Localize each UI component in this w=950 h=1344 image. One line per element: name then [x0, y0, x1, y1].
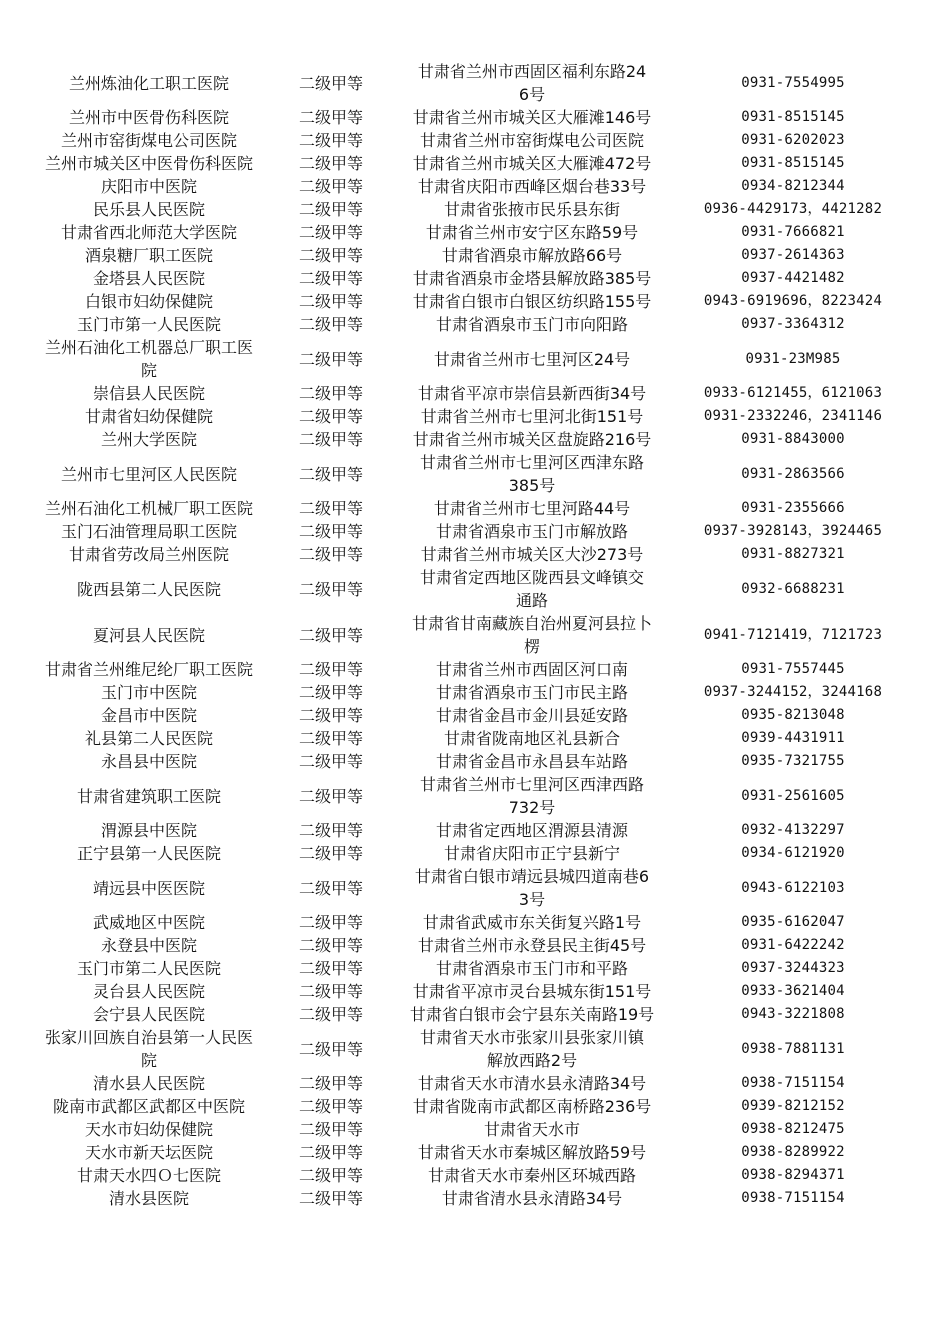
hospital-name: 甘肃省劳改局兰州医院 [68, 545, 229, 564]
hospital-phone: 0939-8212152 [741, 1098, 845, 1114]
hospital-name: 永登县中医院 [100, 936, 197, 955]
hospital-phone: 0936-4429173，4421282 [703, 201, 883, 217]
hospital-name: 酒泉糖厂职工医院 [84, 246, 213, 265]
hospital-name: 清水县医院 [108, 1189, 189, 1208]
hospital-name: 靖远县中医医院 [92, 878, 205, 898]
hospital-level: 二级甲等 [298, 1143, 363, 1162]
hospital-name: 金塔县人民医院 [92, 269, 205, 288]
hospital-address: 甘肃省兰州市七里河区24号 [433, 349, 631, 369]
hospital-phone: 0933-6121455，6121063 [703, 385, 883, 401]
hospital-address: 甘肃省天水市清水县永清路34号 [417, 1074, 647, 1093]
hospital-phone: 0938-7881131 [741, 1040, 845, 1057]
hospital-level: 二级甲等 [298, 706, 363, 725]
hospital-address: 甘肃省白银市白银区纺织路155号 [412, 292, 652, 311]
hospital-name: 永昌县中医院 [100, 752, 197, 771]
hospital-phone: 0939-4431911 [741, 730, 845, 746]
hospital-phone: 0934-6121920 [741, 845, 845, 861]
hospital-level: 二级甲等 [298, 1166, 363, 1185]
table-row [30, 428, 916, 451]
hospital-phone: 0934-8212344 [741, 178, 845, 194]
hospital-phone: 0937-3244323 [741, 960, 845, 976]
table-row [30, 129, 916, 152]
hospital-address: 甘肃省兰州市西固区福利东路24 6号 [417, 62, 647, 104]
table-row [30, 198, 916, 221]
hospital-address: 甘肃省酒泉市玉门市解放路 [435, 522, 628, 541]
hospital-address: 甘肃省庆阳市正宁县新宁 [443, 844, 620, 863]
hospital-name: 礼县第二人民医院 [84, 729, 213, 748]
hospital-level: 二级甲等 [298, 1120, 363, 1139]
hospital-address: 甘肃省平凉市灵台县城东街151号 [412, 982, 652, 1001]
table-row [30, 911, 916, 934]
hospital-level: 二级甲等 [298, 108, 363, 127]
table-row [30, 152, 916, 175]
hospital-level: 二级甲等 [298, 844, 363, 863]
hospital-address: 甘肃省兰州市七里河区西津东路 385号 [419, 453, 644, 495]
hospital-phone: 0931-23M985 [745, 350, 841, 367]
hospital-phone: 0931-8843000 [741, 431, 845, 447]
table-row [30, 612, 916, 658]
table-row [30, 221, 916, 244]
hospital-address: 甘肃省白银市靖远县城四道南巷6 3号 [414, 867, 650, 909]
hospital-level: 二级甲等 [298, 315, 363, 334]
hospital-address: 甘肃省庆阳市西峰区烟台巷33号 [417, 177, 647, 196]
hospital-phone: 0938-8294371 [741, 1167, 845, 1183]
hospital-level: 二级甲等 [298, 246, 363, 265]
hospital-level: 二级甲等 [298, 982, 363, 1001]
hospital-name: 兰州石油化工机械厂职工医院 [44, 499, 253, 518]
hospital-level: 二级甲等 [298, 821, 363, 840]
hospital-name: 玉门市第一人民医院 [76, 315, 221, 334]
hospital-level: 二级甲等 [298, 913, 363, 932]
table-row [30, 566, 916, 612]
hospital-phone: 0931-6202023 [741, 132, 845, 148]
hospital-name: 崇信县人民医院 [92, 384, 205, 403]
hospital-level: 二级甲等 [298, 223, 363, 242]
hospital-phone: 0935-8213048 [741, 707, 845, 723]
hospital-address: 甘肃省金昌市金川县延安路 [435, 706, 628, 725]
table-row [30, 934, 916, 957]
table-row [30, 865, 916, 911]
table-row [30, 244, 916, 267]
table-row [30, 819, 916, 842]
hospital-phone: 0931-8515145 [741, 109, 845, 125]
table-row [30, 405, 916, 428]
hospital-phone: 0938-7151154 [741, 1075, 845, 1091]
hospital-phone: 0943-3221808 [741, 1006, 845, 1022]
hospital-phone: 0931-2355666 [741, 500, 845, 516]
hospital-phone: 0931-7554995 [741, 74, 845, 91]
hospital-name: 玉门市第二人民医院 [76, 959, 221, 978]
hospital-address: 甘肃省兰州市城关区大雁滩146号 [412, 108, 652, 127]
hospital-phone: 0937-3244152，3244168 [703, 684, 883, 700]
hospital-phone: 0931-2561605 [741, 787, 845, 804]
table-row [30, 1141, 916, 1164]
hospital-name: 民乐县人民医院 [92, 200, 205, 219]
hospital-address: 甘肃省酒泉市金塔县解放路385号 [412, 269, 652, 288]
hospital-phone: 0937-3364312 [741, 316, 845, 332]
table-row [30, 957, 916, 980]
hospital-name: 天水市新天坛医院 [84, 1143, 213, 1162]
hospital-address: 甘肃省兰州市窑街煤电公司医院 [419, 131, 644, 150]
hospital-phone: 0937-3928143，3924465 [703, 523, 883, 539]
hospital-name: 灵台县人民医院 [92, 982, 205, 1001]
hospital-address: 甘肃省定西地区渭源县清源 [435, 821, 628, 840]
hospital-level: 二级甲等 [298, 1097, 363, 1116]
hospital-level: 二级甲等 [298, 579, 363, 599]
hospital-address: 甘肃省陇南地区礼县新合 [443, 729, 620, 748]
hospital-name: 玉门石油管理局职工医院 [60, 522, 237, 541]
hospital-level: 二级甲等 [298, 936, 363, 955]
hospital-phone: 0935-7321755 [741, 753, 845, 769]
hospital-phone: 0943-6122103 [741, 879, 845, 896]
table-row [30, 1187, 916, 1210]
hospital-level: 二级甲等 [298, 1005, 363, 1024]
hospital-level: 二级甲等 [298, 464, 363, 484]
hospital-level: 二级甲等 [298, 154, 363, 173]
hospital-address: 甘肃省天水市秦城区解放路59号 [417, 1143, 647, 1162]
hospital-address: 甘肃省金昌市永昌县车站路 [435, 752, 628, 771]
hospital-name: 玉门市中医院 [100, 683, 197, 702]
hospital-phone: 0941-7121419，7121723 [703, 626, 883, 643]
table-row [30, 336, 916, 382]
table-row [30, 382, 916, 405]
hospital-name: 甘肃省西北师范大学医院 [60, 223, 237, 242]
table-row [30, 658, 916, 681]
hospital-address: 甘肃省天水市 [483, 1120, 580, 1139]
table-row [30, 681, 916, 704]
hospital-name: 夏河县人民医院 [92, 625, 205, 645]
hospital-name: 兰州炼油化工职工医院 [68, 73, 229, 93]
hospital-phone: 0938-7151154 [741, 1190, 845, 1206]
hospital-name: 兰州市七里河区人民医院 [60, 464, 237, 484]
hospital-name: 庆阳市中医院 [100, 177, 197, 196]
hospital-level: 二级甲等 [298, 545, 363, 564]
hospital-address: 甘肃省酒泉市解放路66号 [441, 246, 623, 265]
hospital-address: 甘肃省白银市会宁县东关南路19号 [409, 1005, 655, 1024]
hospital-phone: 0931-8827321 [741, 546, 845, 562]
hospital-address: 甘肃省兰州市七里河路44号 [433, 499, 631, 518]
hospital-phone: 0931-7666821 [741, 224, 845, 240]
hospital-address: 甘肃省兰州市七里河区西津西路 732号 [419, 775, 644, 817]
hospital-name: 武威地区中医院 [92, 913, 205, 932]
table-row [30, 1003, 916, 1026]
hospital-address: 甘肃省平凉市崇信县新西街34号 [417, 384, 647, 403]
table-row [30, 1072, 916, 1095]
hospital-address: 甘肃省天水市秦州区环城西路 [427, 1166, 636, 1185]
table-row [30, 451, 916, 497]
hospital-level: 二级甲等 [298, 200, 363, 219]
table-row [30, 175, 916, 198]
hospital-phone: 0933-3621404 [741, 983, 845, 999]
hospital-phone: 0931-2332246，2341146 [703, 408, 883, 424]
hospital-level: 二级甲等 [298, 349, 363, 369]
table-row [30, 1118, 916, 1141]
hospital-level: 二级甲等 [298, 407, 363, 426]
hospital-name: 正宁县第一人民医院 [76, 844, 221, 863]
table-row [30, 727, 916, 750]
hospital-level: 二级甲等 [298, 522, 363, 541]
hospital-name: 兰州市窑街煤电公司医院 [60, 131, 237, 150]
hospital-level: 二级甲等 [298, 499, 363, 518]
hospital-level: 二级甲等 [298, 625, 363, 645]
table-row [30, 842, 916, 865]
hospital-address: 甘肃省兰州市永登县民主街45号 [417, 936, 647, 955]
hospital-phone: 0943-6919696，8223424 [703, 293, 883, 309]
hospital-name: 兰州石油化工机器总厂职工医 院 [44, 338, 253, 380]
hospital-level: 二级甲等 [298, 683, 363, 702]
hospital-name: 甘肃省妇幼保健院 [84, 407, 213, 426]
hospital-address: 甘肃省兰州市城关区大雁滩472号 [412, 154, 652, 173]
table-row [30, 497, 916, 520]
hospital-address: 甘肃省兰州市七里河北街151号 [420, 407, 644, 426]
hospital-address: 甘肃省定西地区陇西县文峰镇交 通路 [419, 568, 644, 610]
hospital-name: 甘肃天水四Ｏ七医院 [76, 1166, 221, 1185]
hospital-address: 甘肃省武威市东关街复兴路1号 [422, 913, 642, 932]
hospital-name: 白银市妇幼保健院 [84, 292, 213, 311]
hospital-name: 会宁县人民医院 [92, 1005, 205, 1024]
hospital-level: 二级甲等 [298, 660, 363, 679]
hospital-name: 陇南市武都区武都区中医院 [52, 1097, 245, 1116]
table-row [30, 267, 916, 290]
hospital-address: 甘肃省酒泉市玉门市向阳路 [435, 315, 628, 334]
hospital-phone: 0935-6162047 [741, 914, 845, 930]
hospital-name: 天水市妇幼保健院 [84, 1120, 213, 1139]
table-row [30, 313, 916, 336]
hospital-address: 甘肃省酒泉市玉门市和平路 [435, 959, 628, 978]
hospital-name: 张家川回族自治县第一人民医 院 [44, 1028, 253, 1070]
table-row [30, 750, 916, 773]
hospital-phone: 0938-8289922 [741, 1144, 845, 1160]
hospital-name: 兰州市城关区中医骨伤科医院 [44, 154, 253, 173]
hospital-address: 甘肃省陇南市武都区南桥路236号 [412, 1097, 652, 1116]
hospital-level: 二级甲等 [298, 73, 363, 93]
hospital-level: 二级甲等 [298, 959, 363, 978]
hospital-level: 二级甲等 [298, 292, 363, 311]
table-row [30, 520, 916, 543]
hospital-name: 金昌市中医院 [100, 706, 197, 725]
hospital-name: 兰州市中医骨伤科医院 [68, 108, 229, 127]
hospital-level: 二级甲等 [298, 384, 363, 403]
table-row [30, 543, 916, 566]
hospital-name: 甘肃省建筑职工医院 [76, 786, 221, 806]
hospital-phone: 0931-6422242 [741, 937, 845, 953]
table-row [30, 704, 916, 727]
hospital-address: 甘肃省清水县永清路34号 [441, 1189, 623, 1208]
hospital-address: 甘肃省兰州市西固区河口南 [435, 660, 628, 679]
hospital-name: 渭源县中医院 [100, 821, 197, 840]
hospital-address: 甘肃省兰州市城关区大沙273号 [420, 545, 644, 564]
hospital-phone: 0938-8212475 [741, 1121, 845, 1137]
hospital-address: 甘肃省兰州市安宁区东路59号 [425, 223, 639, 242]
hospital-level: 二级甲等 [298, 1189, 363, 1208]
hospital-name: 陇西县第二人民医院 [76, 579, 221, 599]
hospital-name: 兰州大学医院 [100, 430, 197, 449]
hospital-level: 二级甲等 [298, 729, 363, 748]
table-row [30, 1026, 916, 1072]
hospital-address: 甘肃省天水市张家川县张家川镇 解放西路2号 [419, 1028, 644, 1070]
hospital-phone: 0932-6688231 [741, 580, 845, 597]
table-row [30, 1164, 916, 1187]
table-row [30, 106, 916, 129]
hospital-address: 甘肃省张掖市民乐县东街 [443, 200, 620, 219]
hospital-table-body [30, 60, 916, 1210]
table-row [30, 1095, 916, 1118]
hospital-level: 二级甲等 [298, 1074, 363, 1093]
hospital-level: 二级甲等 [298, 131, 363, 150]
hospital-level: 二级甲等 [298, 752, 363, 771]
hospital-level: 二级甲等 [298, 786, 363, 806]
hospital-level: 二级甲等 [298, 1039, 363, 1059]
hospital-table [30, 60, 916, 1210]
hospital-name: 清水县人民医院 [92, 1074, 205, 1093]
hospital-phone: 0931-2863566 [741, 465, 845, 482]
hospital-address: 甘肃省酒泉市玉门市民主路 [435, 683, 628, 702]
hospital-level: 二级甲等 [298, 878, 363, 898]
hospital-level: 二级甲等 [298, 269, 363, 288]
hospital-name: 甘肃省兰州维尼纶厂职工医院 [44, 660, 253, 679]
table-row [30, 60, 916, 106]
hospital-phone: 0931-8515145 [741, 155, 845, 171]
hospital-level: 二级甲等 [298, 430, 363, 449]
hospital-address: 甘肃省兰州市城关区盘旋路216号 [412, 430, 652, 449]
hospital-phone: 0931-7557445 [741, 661, 845, 677]
table-row [30, 980, 916, 1003]
hospital-phone: 0937-4421482 [741, 270, 845, 286]
hospital-phone: 0937-2614363 [741, 247, 845, 263]
table-row [30, 773, 916, 819]
table-row [30, 290, 916, 313]
hospital-phone: 0932-4132297 [741, 822, 845, 838]
hospital-level: 二级甲等 [298, 177, 363, 196]
hospital-address: 甘肃省甘南藏族自治州夏河县拉卜 楞 [411, 614, 652, 656]
